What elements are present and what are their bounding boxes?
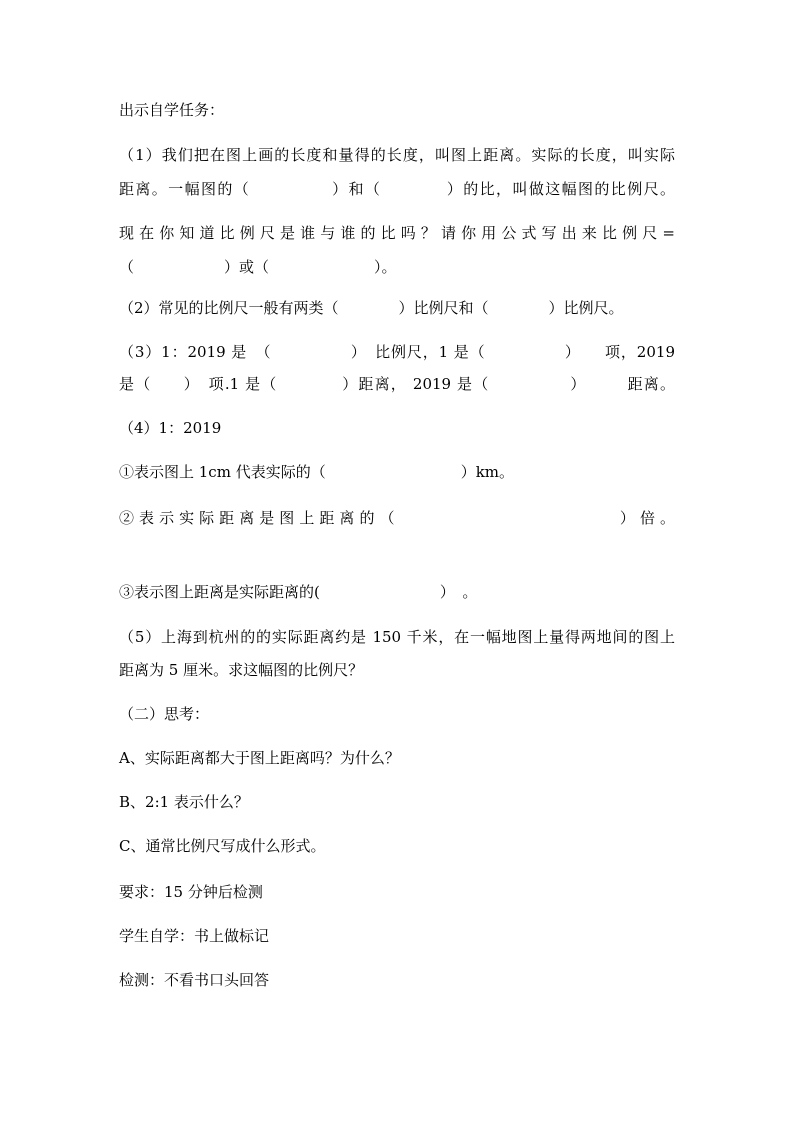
think-a: A、实际距离都大于图上距离吗？为什么？ xyxy=(119,749,400,767)
self-study: 学生自学：书上做标记 xyxy=(119,927,270,945)
q3-line2: 是（ ） 项.1 是（ ）距离， 2019 是（ ） 距离。 xyxy=(119,375,675,393)
think-b: B、2:1 表示什么？ xyxy=(119,793,249,811)
q2: （2）常见的比例尺一般有两类（ ）比例尺和（ ）比例尺。 xyxy=(119,299,624,317)
q4-b: ②表示实际距离是图上距离的（ ）倍。 xyxy=(119,509,675,527)
q1-line1: （1）我们把在图上画的长度和量得的长度，叫图上距离。实际的长度，叫实际 xyxy=(119,146,675,164)
q4-a: ①表示图上 1cm 代表实际的（ ）km。 xyxy=(119,463,515,481)
section-title: 出示自学任务： xyxy=(119,101,225,119)
q3-line1: （3）1：2019 是 （ ） 比例尺，1 是（ ） 项，2019 xyxy=(119,343,675,361)
q1-line2: 距离。一幅图的（ ）和（ ）的比，叫做这幅图的比例尺。 xyxy=(119,180,675,198)
q4-c: ③表示图上距离是实际距离的( ） 。 xyxy=(119,583,478,601)
think-c: C、通常比例尺写成什么形式。 xyxy=(119,837,326,855)
q5-line2: 距离为 5 厘米。求这幅图的比例尺？ xyxy=(119,661,364,679)
q4-title: （4）1：2019 xyxy=(119,419,222,437)
q1-line3: 现在你知道比例尺是谁与谁的比吗？请你用公式写出来比例尺= xyxy=(119,224,675,242)
check: 检测：不看书口头回答 xyxy=(119,971,270,989)
think-title: （二）思考： xyxy=(119,705,210,723)
q1-line4: （ ）或（ ）。 xyxy=(119,258,397,276)
q5-line1: （5）上海到杭州的的实际距离约是 150 千米，在一幅地图上量得两地间的图上 xyxy=(119,628,675,646)
requirement: 要求：15 分钟后检测 xyxy=(119,883,263,901)
